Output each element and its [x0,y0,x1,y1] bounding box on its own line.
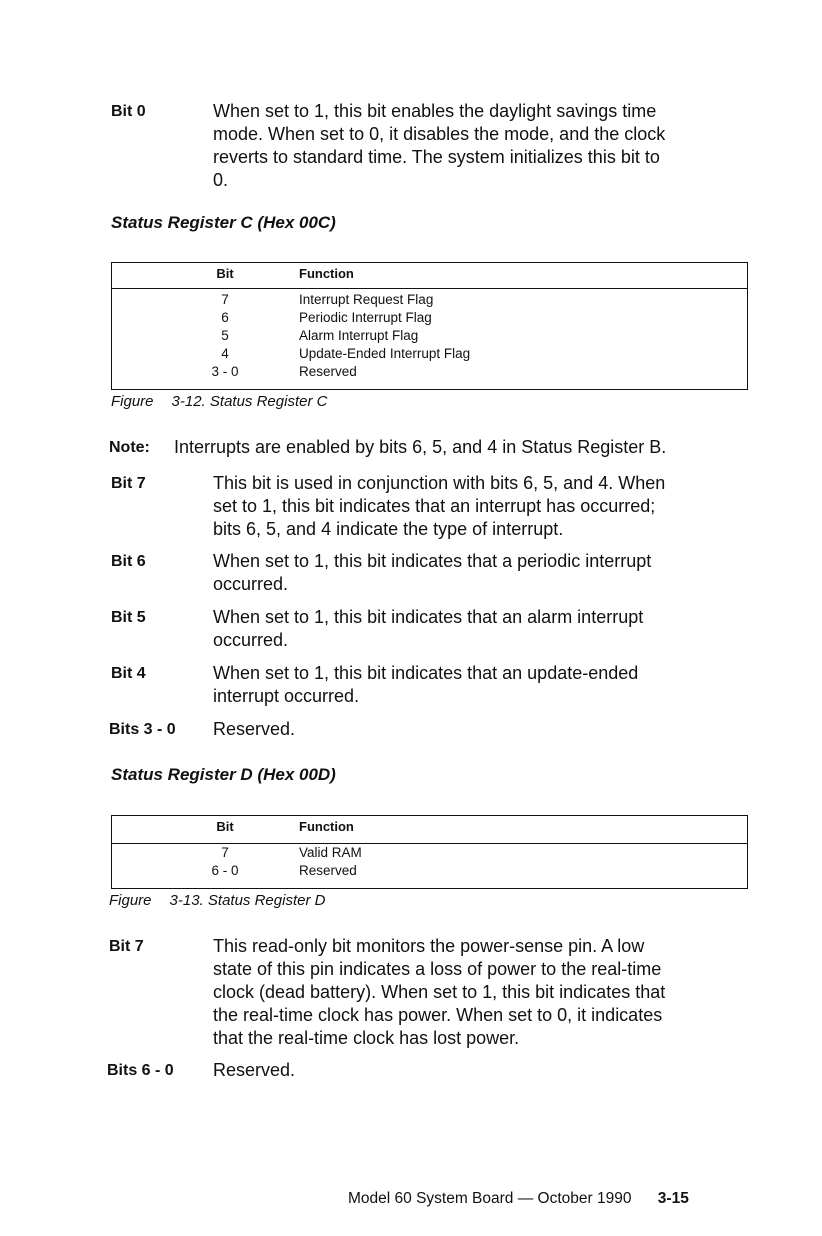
bits3-0-description [213,718,295,741]
table-row [112,291,747,309]
bit-cell: 7 [221,845,229,860]
status-register-d-heading: Status Register D (Hex 00D) [111,765,336,784]
function-cell: Reserved [299,364,357,379]
bit4-label: Bit 4 [111,665,146,682]
d-bit7-label: Bit 7 [109,938,144,955]
table-row [112,327,747,345]
caption-number: 3-13. [169,892,204,909]
text-line: When set to 1, this bit indicates that an update-ended [213,663,639,683]
column-header-function: Function [299,266,354,281]
bit0-label: Bit 0 [111,103,146,120]
text-line: Reserved. [213,719,296,739]
bit7-label: Bit 7 [111,475,146,492]
figure-3-12-caption [111,393,327,410]
bit-cell: 4 [221,346,229,361]
text-line: occurred. [213,574,289,594]
note-text: Interrupts are enabled by bits 6, 5, and 4 in Status Register B. [174,437,667,457]
text-line: the real-time clock has power. When set to 0, it indicates [213,1005,663,1025]
function-cell: Update-Ended Interrupt Flag [299,346,471,361]
text-line: clock (dead battery). When set to 1, this bit indicates that [213,982,666,1002]
figure-3-13-caption [109,892,325,909]
bit5-label: Bit 5 [111,609,146,626]
function-cell: Reserved [299,863,357,878]
table-header [112,816,747,844]
bit0-description [213,100,665,192]
caption-word: Figure [109,892,152,909]
caption-title: Status Register C [209,393,328,410]
bit6-label: Bit 6 [111,553,146,570]
column-header-bit: Bit [216,819,234,834]
text-line: interrupt occurred. [213,686,360,706]
bit7-description [213,472,665,541]
table-row [112,345,747,363]
bit-cell: 6 - 0 [211,863,239,878]
text-line: occurred. [213,630,289,650]
function-cell: Valid RAM [299,845,362,860]
text-line: mode. When set to 0, it disables the mode, and the clock [213,124,666,144]
table-row [112,309,747,327]
table-header [112,263,747,289]
d-bit7-description [213,935,665,1050]
bits6-0-description [213,1059,295,1082]
text-line: 0. [213,170,229,190]
table-row [112,363,747,381]
text-line: When set to 1, this bit enables the daylight savings time [213,101,657,121]
bit-cell: 6 [221,310,229,325]
bit-cell: 3 - 0 [211,364,239,379]
text-line: This read-only bit monitors the power-sense pin. A low [213,936,645,956]
footer-date: October 1990 [537,1190,632,1207]
caption-word: Figure [111,393,154,410]
text-line: Reserved. [213,1060,296,1080]
caption-title: Status Register D [207,892,326,909]
text-line: reverts to standard time. The system initializes this bit to [213,147,660,167]
text-line: This bit is used in conjunction with bits 6, 5, and 4. When [213,473,666,493]
page-number: 3-15 [657,1190,689,1207]
bit-cell: 5 [221,328,229,343]
footer-dash: — [517,1190,534,1207]
function-cell: Alarm Interrupt Flag [299,328,419,343]
text-line: set to 1, this bit indicates that an interrupt has occurred; [213,496,656,516]
status-register-c-heading: Status Register C (Hex 00C) [111,213,336,232]
bit4-description [213,662,638,708]
status-register-d-table [111,815,748,889]
table-row [112,862,747,880]
column-header-bit: Bit [216,266,234,281]
text-line: state of this pin indicates a loss of power to the real-time [213,959,662,979]
function-cell: Periodic Interrupt Flag [299,310,432,325]
column-header-function: Function [299,819,354,834]
bits3-0-label: Bits 3 - 0 [109,721,176,738]
bit6-description [213,550,651,596]
footer-title: Model 60 System Board [348,1190,514,1207]
text-line: When set to 1, this bit indicates that a periodic interrupt [213,551,652,571]
text-line: When set to 1, this bit indicates that an alarm interrupt [213,607,644,627]
bit-cell: 7 [221,292,229,307]
text-line: that the real-time clock has lost power. [213,1028,520,1048]
bit5-description [213,606,643,652]
function-cell: Interrupt Request Flag [299,292,434,307]
caption-number: 3-12. [171,393,206,410]
status-register-c-table [111,262,748,390]
table-row [112,844,747,862]
note-label: Note: [109,439,150,456]
page-footer [348,1190,689,1208]
text-line: bits 6, 5, and 4 indicate the type of interrupt. [213,519,564,539]
bits6-0-label: Bits 6 - 0 [107,1062,174,1079]
